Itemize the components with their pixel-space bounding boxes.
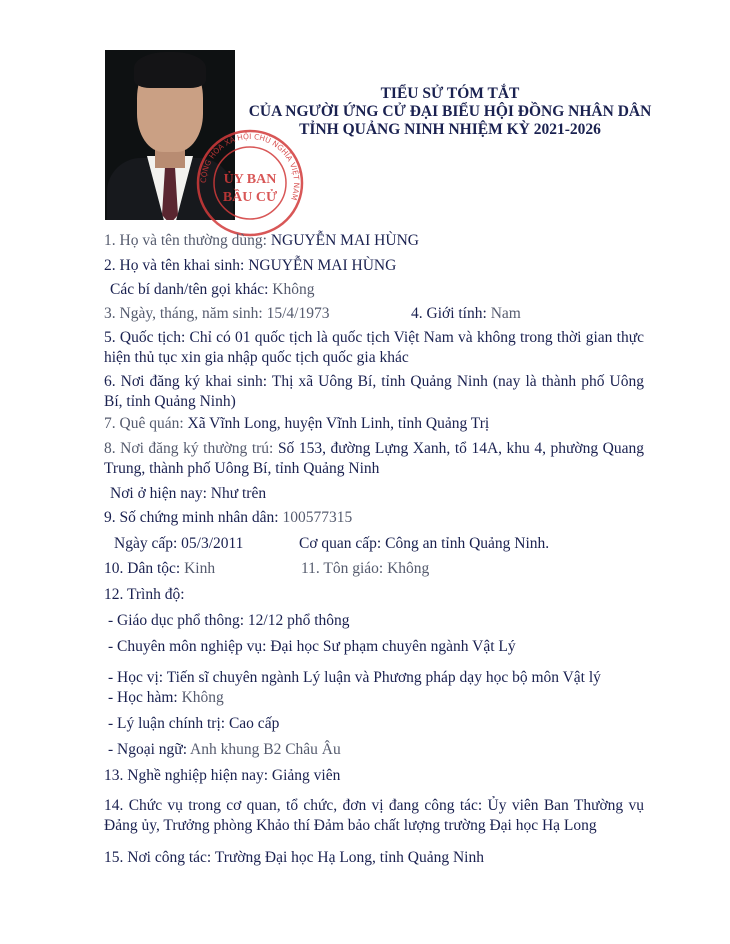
field-academic-degree [108,668,648,688]
field-value: Như trên [210,485,267,502]
field-label: - Ngoại ngữ: [108,741,187,758]
field-value: 15/4/1973 [266,305,330,322]
field-value: Nam [490,305,521,322]
field-value: Số 153, đường Lựng Xanh, tổ 14A, khu 4, phường Quang Trung, thành phố Uông Bí, tỉnh Quảng Ninh [104,440,644,477]
field-value: Anh khung B2 Châu Âu [190,741,341,758]
field-label: 3. Ngày, tháng, năm sinh: [104,305,263,322]
field-political-theory [108,714,648,734]
field-birth-registration [104,372,644,412]
field-label: Ngày cấp: [114,535,178,552]
field-label: 14. Chức vụ trong cơ quan, tổ chức, đơn vị đang công tác: [104,797,483,814]
document-title-line3: TỈNH QUẢNG NINH NHIỆM KỲ 2021-2026 [299,121,601,138]
field-value: NGUYỄN MAI HÙNG [270,232,419,249]
field-value: Không [387,560,430,577]
field-ethnicity [104,559,294,579]
field-label: 13. Nghề nghiệp hiện nay: [104,767,269,784]
field-value: Giảng viên [271,767,341,784]
field-position [104,796,644,836]
field-label: 15. Nơi công tác: [104,849,212,866]
field-permanent-residence [104,439,644,479]
field-id-number [104,508,644,528]
field-common-name [104,231,644,251]
document-title-line1: TIỂU SỬ TÓM TẮT [380,85,520,102]
field-issuer [299,534,639,554]
field-issue-date [114,534,294,554]
document-title-line2: CỦA NGƯỜI ỨNG CỬ ĐẠI BIỂU HỘI ĐỒNG NHÂN DÂN [248,103,652,120]
stamp-ring-text: CỘNG HÒA XÃ HỘI CHỦ NGHĨA VIỆT NAM [198,131,302,202]
field-value: 100577315 [282,509,353,526]
field-value: NGUYỄN MAI HÙNG [248,257,397,274]
field-label: 7. Quê quán: [104,415,184,432]
field-label: 8. Nơi đăng ký thường trú: [104,440,274,457]
field-label: 2. Họ và tên khai sinh: [104,257,245,274]
field-label: 11. Tôn giáo: [301,560,384,577]
field-value: Kinh [184,560,216,577]
field-general-education [108,611,648,631]
field-value: Không [272,281,315,298]
field-value: 12/12 phổ thông [247,612,350,629]
field-label: 4. Giới tính: [411,305,487,322]
field-label: 10. Dân tộc: [104,560,181,577]
field-label: 9. Số chứng minh nhân dân: [104,509,279,526]
field-value: Chỉ có 01 quốc tịch là quốc tịch Việt Nam và không trong thời gian thực hiện thủ tục xin gia nhập quốc tịch quốc gia khác [104,329,644,366]
field-hometown [104,414,644,434]
field-label: 5. Quốc tịch: [104,329,186,346]
field-current-residence [110,484,650,504]
field-value: 05/3/2011 [181,535,244,552]
field-label: Các bí danh/tên gọi khác: [110,281,269,298]
field-value: Đại học Sư phạm chuyên ngành Vật Lý [270,638,516,655]
field-value: Tiến sĩ chuyên ngành Lý luận và Phương pháp dạy học bộ môn Vật lý [166,669,601,686]
field-value: Thị xã Uông Bí, tỉnh Quảng Ninh (nay là thành phố Uông Bí, tỉnh Quảng Ninh) [104,373,644,410]
field-value: Công an tỉnh Quảng Ninh. [385,535,550,552]
field-gender [411,304,641,324]
field-foreign-language [108,740,648,760]
field-label: - Học vị: [108,669,164,686]
stamp-line1: ỦY BAN [223,172,277,187]
field-label: 12. Trình độ: [104,586,185,603]
field-value: Trường Đại học Hạ Long, tỉnh Quảng Ninh [214,849,484,866]
field-label: - Học hàm: [108,689,178,706]
field-value: Không [181,689,224,706]
field-label: Nơi ở hiện nay: [110,485,207,502]
field-label: - Chuyên môn nghiệp vụ: [108,638,267,655]
field-label: - Giáo dục phổ thông: [108,612,245,629]
election-committee-stamp [195,128,305,238]
field-academic-title [108,688,648,708]
field-nationality [104,328,644,368]
field-workplace [104,848,644,868]
field-label: 6. Nơi đăng ký khai sinh: [104,373,268,390]
field-occupation [104,766,644,786]
field-birth-name [104,256,644,276]
field-alias [110,280,650,300]
field-value: Cao cấp [228,715,280,732]
field-specialization [108,637,648,657]
field-label: - Lý luận chính trị: [108,715,226,732]
stamp-line2: BẦU CỬ [222,190,278,205]
field-label: 1. Họ và tên thường dùng: [104,232,267,249]
field-qualifications-heading [104,585,644,605]
field-value: Ủy viên Ban Thường vụ Đảng ủy, Trưởng phòng Khảo thí Đảm bảo chất lượng trường Đại học Hạ Long [104,797,644,834]
field-label: Cơ quan cấp: [299,535,382,552]
field-religion [301,559,601,579]
field-value: Xã Vĩnh Long, huyện Vĩnh Linh, tỉnh Quảng Trị [187,415,490,432]
